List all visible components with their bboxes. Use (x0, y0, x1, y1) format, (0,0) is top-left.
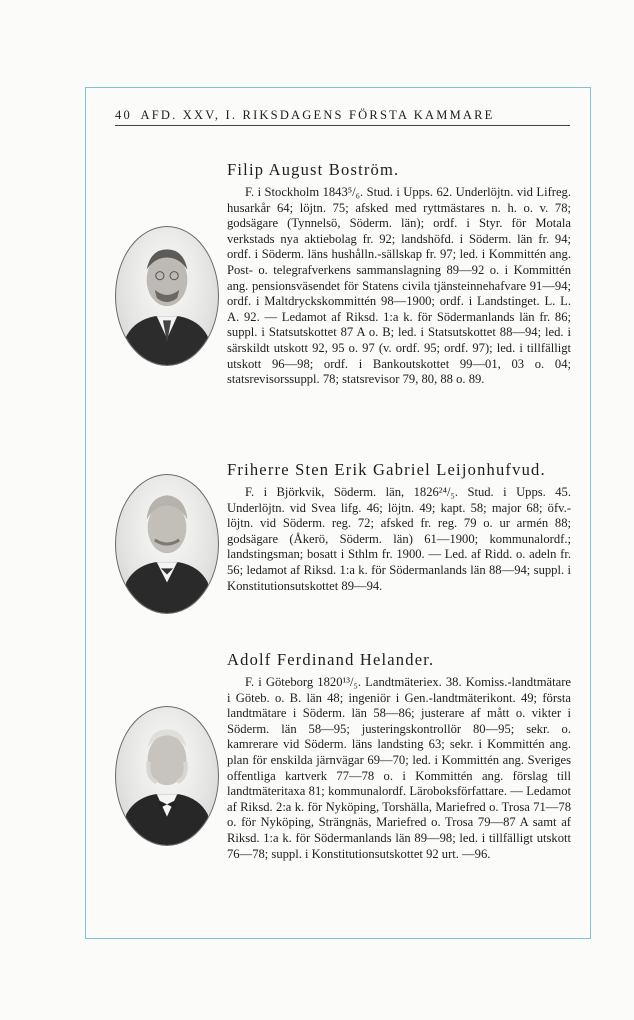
person-name: Friherre Sten Erik Gabriel Leijonhufvud. (227, 460, 546, 479)
biography-text: F. i Göteborg 1820¹³/₅. Landtmäteriex. 38. Komiss.-landtmätare i Göteb. o. B. län 48; ingeniör i Gen.-landtmäterikont. 49; första landtmätare i Söderm. län 58—86; justerare af mått o. vikter i Söderm. län 58—95; justeringskontrollör 80—95; sekr. o. kamrerare vid Söderm. läns landsting 63; sekr. i Kommittén ang. plan för enskilda järnvägar 69—70; led. i Kommittén ang. Sveriges offentliga kartverk 77—78 o. i Kommittén ang. förslag till landtmäteritaxa 81; kommunalordf. Läroboksförfattare. — Ledamot af Riksd. 2:a k. för Nyköping, Torshälla, Mariefred o. Trosa 71—78 o. för Nyköping, Strängnäs, Mariefred o. Trosa 79—87 A samt af Riksd. 1:a k. för Södermanlands län 89—98; led. i tillfälligt utskott 76—78; suppl. i Konstitutionsutskottet 92 urt. —96. (227, 675, 571, 861)
page-number: 40 (115, 108, 132, 122)
person-name: Adolf Ferdinand Helander. (227, 650, 435, 669)
biography-text: F. i Stockholm 1843⁵/₆. Stud. i Upps. 62. Underlöjtn. vid Lifreg. husarkår 64; löjtn. 75; afsked med ryttmästares n. h. o. v. 78; godsägare (Tynnelsö, Söderm. län); ordf. i Styr. för Motala verkstads nya aktiebolag fr. 92; landshöfd. i Söderm. län fr. 94; ordf. i Söderm. läns hushålln.-sällskap fr. 97; led. i Kommittén ang. Post- o. telegrafverkens sammanslagning 89—92 o. i Kommittén ang. pensionsväsendet för Statens civila tjänsteinnehafvare 91—94; ordf. i Maltdryckskommittén 98—1900; ordf. i Landstinget. L. L. A. 92. — Ledamot af Riksd. 1:a k. för Södermanlands län fr. 86; suppl. i Statsutskottet 87 A o. B; led. i Statsutskottet 88—94; led. i särskildt utskott 92, 95 o. 97 (v. ordf. 95; ordf. 97); led. i tillfälligt utskott 96—98; ordf. i Bankoutskottet 99—01, 03 o. 04; statsrevisorssuppl. 78; statsrevisor 79, 80, 88 o. 89. (227, 185, 571, 387)
entry-text (227, 650, 571, 862)
portrait-photo (115, 706, 219, 846)
portrait-photo (115, 226, 219, 366)
portrait-photo (115, 474, 219, 614)
entry-text (227, 160, 571, 388)
entry-text (227, 460, 571, 594)
running-title: AFD. XXV, I. RIKSDAGENS FÖRSTA KAMMARE (140, 108, 495, 122)
running-header (115, 108, 570, 126)
person-name: Filip August Boström. (227, 160, 400, 179)
biography-text: F. i Björkvik, Söderm. län, 1826²⁴/₅. Stud. i Upps. 45. Underlöjtn. vid Svea lifg. 46; löjtn. 49; kapt. 58; major 68; öfv.-löjtn. vid Söderm. reg. 72; afsked fr. reg. 79 o. ur armén 88; godsägare (Åkerö, Söderm. län) 61—1900; kommunalordf.; landstingsman; bosatt i Sthlm fr. 1900. — Led. af Ridd. o. adeln fr. 56; ledamot af Riksd. 1:a k. för Södermanlands län 88—94; suppl. i Konstitutionsutskottet 89—94. (227, 485, 571, 593)
